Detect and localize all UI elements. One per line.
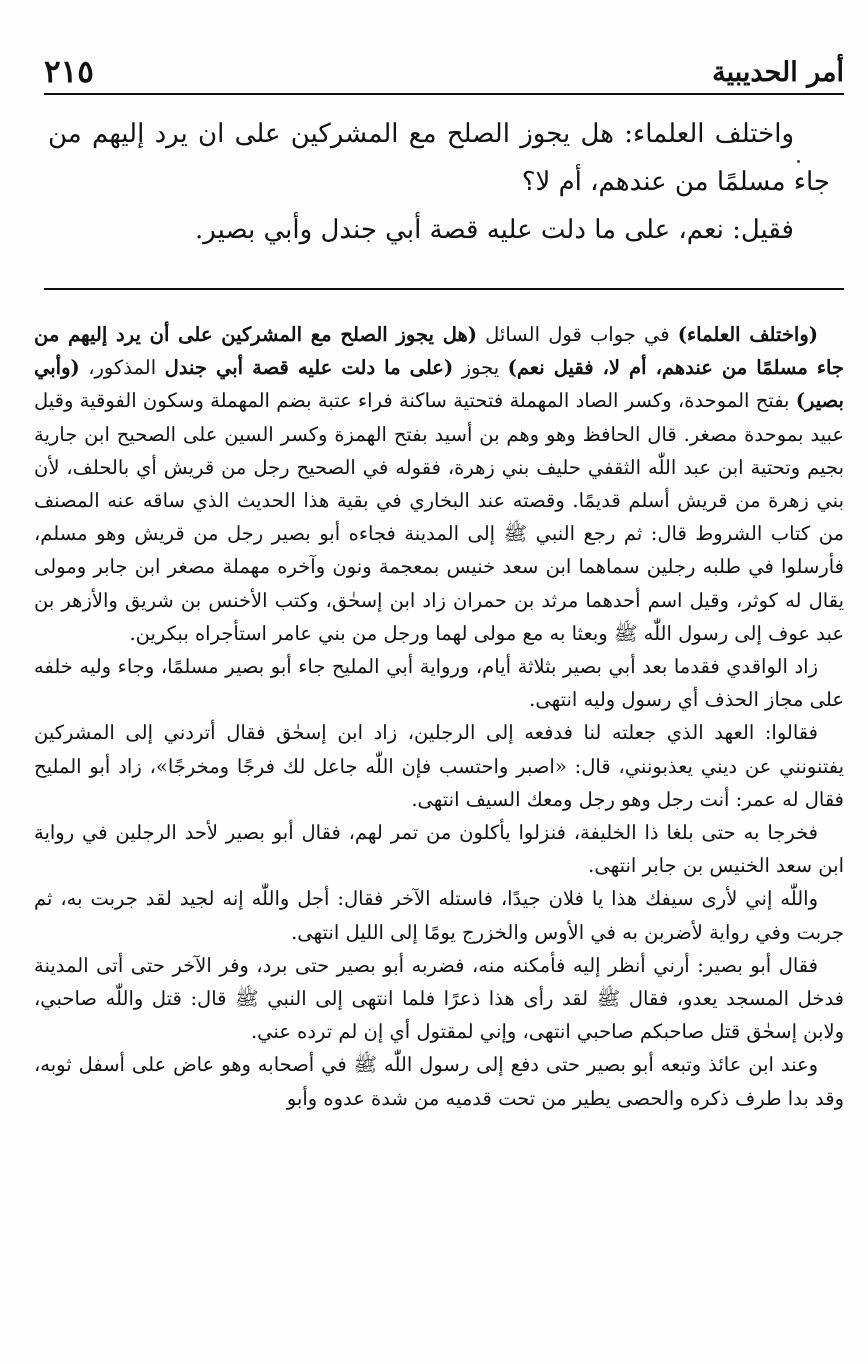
commentary-paragraph: (واختلف العلماء) في جواب قول السائل (هل يجوز الصلح مع المشركين على أن يرد إليهم من جاء مسلمًا من عندهم، أم لا، فقيل نعم) يجوز (على ما دلت عليه قصة أبي جندل المذكور، (وأبي بصير) بفتح الموحدة، وكسر الصاد المهملة فتحتية ساكنة فراء عتبة بضم المهملة وسكون الفوقية وقيل عبيد بموحدة مصغر. قال الحافظ وهو وهم بن أسيد بفتح الهمزة وكسر السين على الصحيح ابن جارية بجيم وتحتية ابن عبد اللّٰه الثقفي حليف بني زهرة، فقوله في الصحيح رجل من قريش أي بالحلف، لأن بني زهرة من قريش أسلم قديمًا. وقصته عند البخاري في بقية هذا الحديث الذي ساقه عنه المصنف من كتاب الشروط قال: ثم رجع النبي ﷺ إلى المدينة فجاءه أبو بصير رجل من قريش وهو مسلم، فأرسلوا في طلبه رجلين سماهما ابن سعد خنيس بمعجمة ونون وآخره مهملة مصغر ابن جابر ومولى يقال له كوثر، وقيل اسم أحدهما مرثد بن حمران زاد ابن إسحٰق، وكتب الأخنس بن شريق والأزهر بن عبد عوف إلى رسول اللّٰه ﷺ وبعثا به مع مولى لهما ورجل من بني عامر استأجراه ببكرين. bbox=[34, 323, 844, 645]
commentary-paragraph: زاد الواقدي فقدما بعد أبي بصير بثلاثة أيام، ورواية أبي المليح جاء أبو بصير مسلمًا، وجاء وليه خلفه على مجاز الحذف أي رسول وليه انتهى. bbox=[34, 655, 844, 712]
page-number: ٢١٥ bbox=[44, 54, 94, 90]
commentary bbox=[34, 318, 844, 1115]
commentary-paragraph: فقالوا: العهد الذي جعلته لنا فدفعه إلى الرجلين، زاد ابن إسحٰق فقال أتردني إلى المشركين يفتنونني عن ديني يعذبونني، قال: «اصبر واحتسب فإن اللّٰه جاعل لك فرجًا ومخرجًا»، زاد أبو المليح فقال له عمر: أنت رجل وهو رجل ومعك السيف انتهى. bbox=[34, 721, 844, 811]
running-title: أمر الحديبية bbox=[712, 56, 844, 88]
commentary-paragraph: فخرجا به حتى بلغا ذا الخليفة، فنزلوا يأكلون من تمر لهم، فقال أبو بصير لأحد الرجلين في رواية ابن سعد الخنيس بن جابر انتهى. bbox=[34, 821, 844, 878]
main-text-line: فقيل: نعم، على ما دلت عليه قصة أبي جندل وأبي بصير. bbox=[194, 215, 794, 245]
section-rule bbox=[44, 288, 844, 290]
page-header bbox=[44, 52, 844, 92]
commentary-paragraph: واللّٰه إني لأرى سيفك هذا يا فلان جيدًا، فاستله الآخر فقال: أجل واللّٰه إنه لجيد لقد جربت به، ثم جربت وفي رواية لأضربن به في الأوس والخزرج يومًا إلى الليل انتهى. bbox=[34, 887, 844, 944]
commentary-paragraph: فقال أبو بصير: أرني أنظر إليه فأمكنه منه، فضربه أبو بصير حتى برد، وفر الآخر حتى أتى المدينة فدخل المسجد يعدو، فقال ﷺ لقد رأى هذا ذعرًا فلما انتهى إلى النبي ﷺ قال: قتل واللّٰه صاحبي، ولابن إسحٰق قتل صاحبكم صاحبي انتهى، وإني لمقتول أي إن لم ترده عني. bbox=[34, 953, 844, 1044]
header-rule bbox=[44, 93, 844, 95]
main-text-line: واختلف العلماء: هل يجوز الصلح مع المشركين على ان يرد إليهم من جاء مسلمًا من عندهم، أم لا؟ bbox=[48, 119, 830, 197]
main-text bbox=[48, 110, 830, 254]
commentary-paragraph: وعند ابن عائذ وتبعه أبو بصير حتى دفع إلى رسول اللّٰه ﷺ في أصحابه وهو عاض على أسفل ثوبه، وقد بدا طرف ذكره والحصى يطير من تحت قدميه من شدة عدوه وأبو bbox=[34, 1053, 844, 1110]
